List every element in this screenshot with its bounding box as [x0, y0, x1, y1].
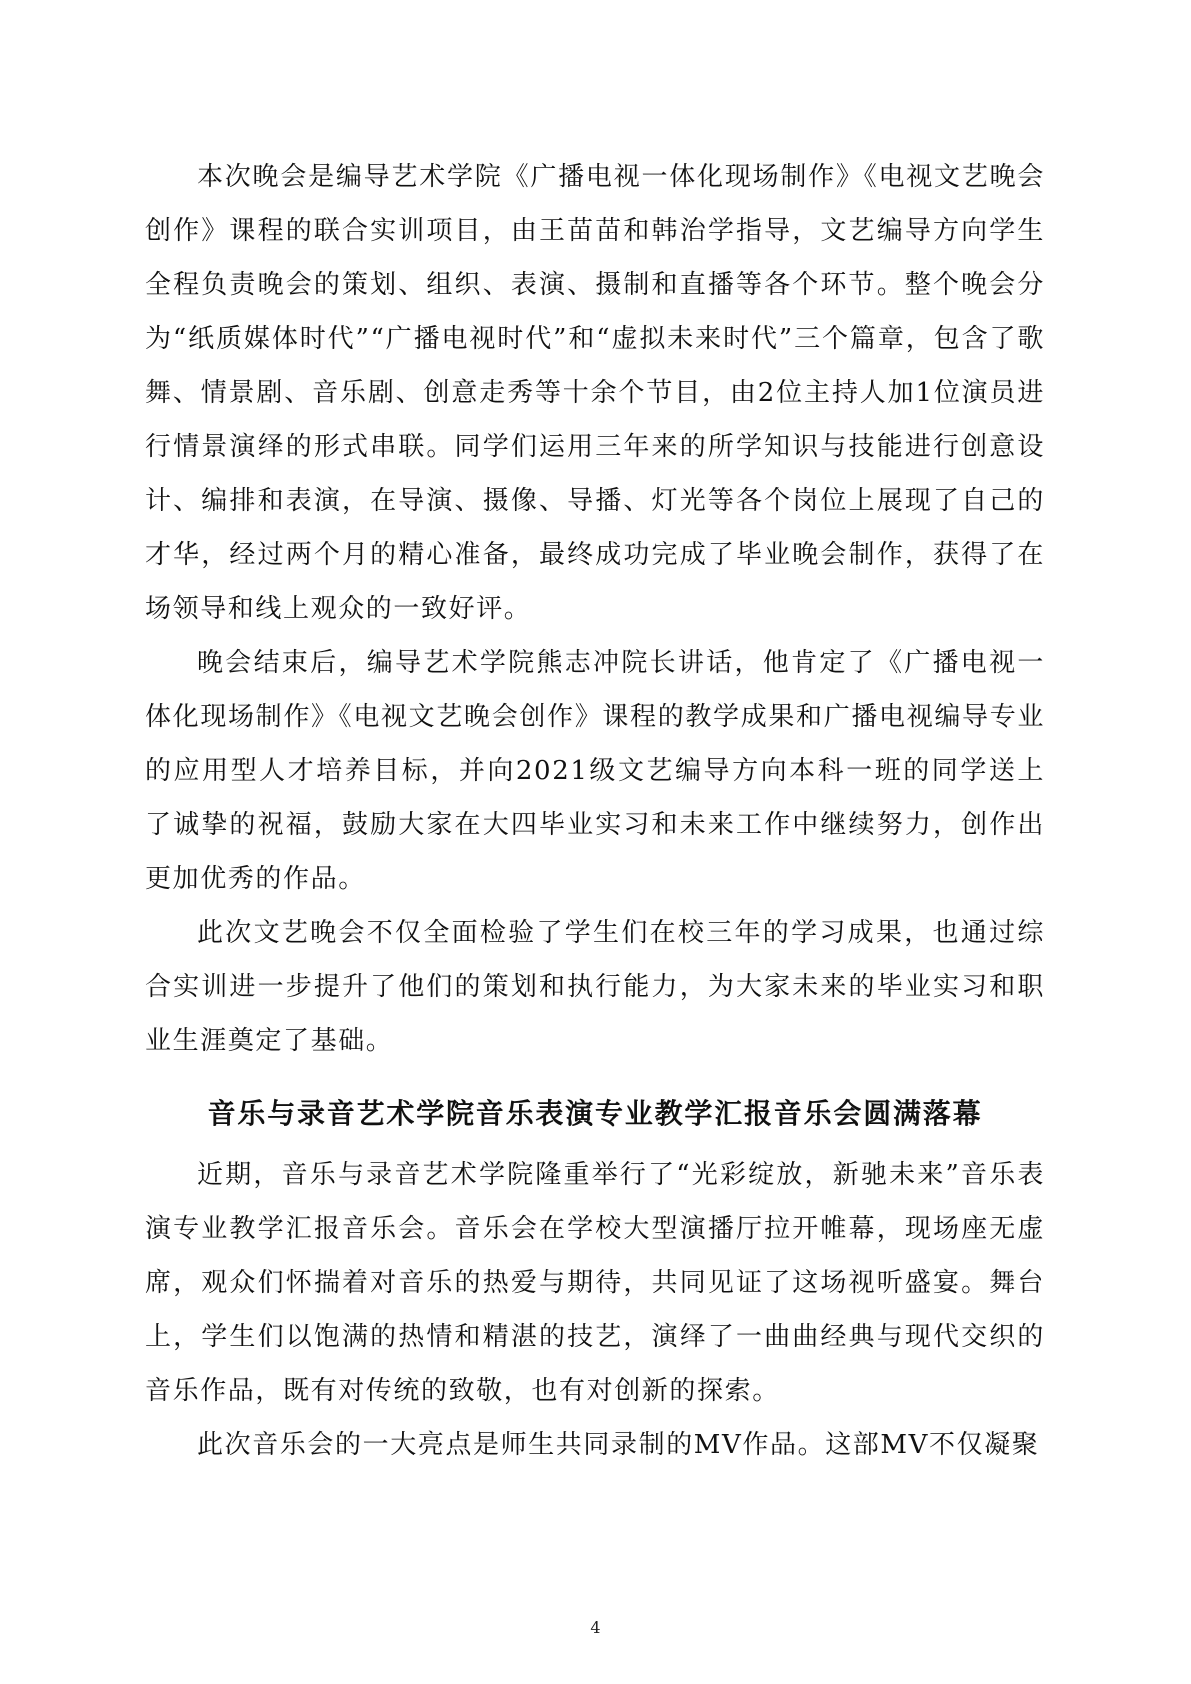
section-heading-concert: 音乐与录音艺术学院音乐表演专业教学汇报音乐会圆满落幕 — [207, 1097, 983, 1130]
paragraph-concert-mv: 此次音乐会的一大亮点是师生共同录制的MV作品。这部MV不仅凝聚 — [197, 1430, 1040, 1460]
paragraph-gala-overview: 本次晚会是编导艺术学院《广播电视一体化现场制作》《电视文艺晚会创作》课程的联合实训项目，由王苗苗和韩治学指导，文艺编导方向学生全程负责晚会的策划、组织、表演、摄制和直播等各个环节。整个晚会分为“纸质媒体时代”“广播电视时代”和“虚拟未来时代”三个篇章，包含了歌舞、情景剧、音乐剧、创意走秀等十余个节目，由2位主持人加1位演员进行情景演绎的形式串联。同学们运用三年来的所学知识与技能进行创意设计、编排和表演，在导演、摄像、导播、灯光等各个岗位上展现了自己的才华，经过两个月的精心准备，最终成功完成了毕业晚会制作，获得了在场领导和线上观众的一致好评。 — [145, 162, 1045, 624]
page-number: 4 — [590, 1618, 601, 1637]
paragraph-concert-intro: 近期，音乐与录音艺术学院隆重举行了“光彩绽放，新驰未来”音乐表演专业教学汇报音乐会。音乐会在学校大型演播厅拉开帷幕，现场座无虚席，观众们怀揣着对音乐的热爱与期待，共同见证了这场视听盛宴。舞台上，学生们以饱满的热情和精湛的技艺，演绎了一曲曲经典与现代交织的音乐作品，既有对传统的致敬，也有对创新的探索。 — [145, 1160, 1045, 1406]
paragraph-dean-speech: 晚会结束后，编导艺术学院熊志冲院长讲话，他肯定了《广播电视一体化现场制作》《电视文艺晚会创作》课程的教学成果和广播电视编导专业的应用型人才培养目标，并向2021级文艺编导方向本科一班的同学送上了诚挚的祝福，鼓励大家在大四毕业实习和未来工作中继续努力，创作出更加优秀的作品。 — [145, 648, 1045, 894]
page-content — [145, 150, 1045, 1472]
paragraph-gala-summary: 此次文艺晚会不仅全面检验了学生们在校三年的学习成果，也通过综合实训进一步提升了他们的策划和执行能力，为大家未来的毕业实习和职业生涯奠定了基础。 — [145, 918, 1045, 1056]
